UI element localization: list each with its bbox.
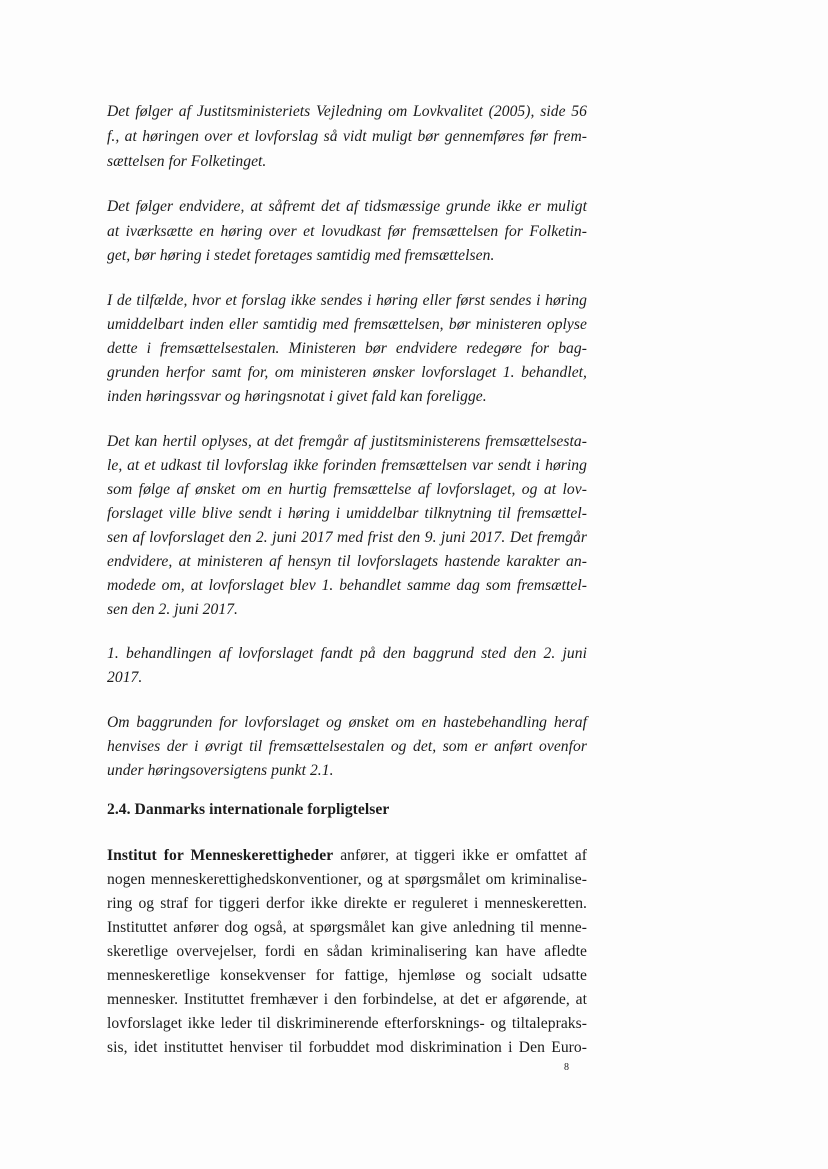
paragraph-2-line-3: get, bør høring i stedet foretages samtidig med fremsættelsen. [107, 247, 495, 264]
paragraph-6-line-3: under høringsoversigtens punkt 2.1. [107, 762, 334, 779]
paragraph-3-line-1: I de tilfælde, hvor et forslag ikke sendes i høring eller først sendes i høring [107, 292, 587, 309]
paragraph-4-line-3: som følge af ønsket om en hurtig fremsættelse af lovforslaget, og at lov- [107, 481, 587, 498]
paragraph-1-line-3: sættelsen for Folketinget. [107, 153, 267, 170]
body-line-4: Instituttet anfører dog også, at spørgsmålet kan give anledning til menne- [107, 919, 587, 936]
paragraph-4-line-6: endvidere, at ministeren af hensyn til lovforslagets hastende karakter an- [107, 553, 587, 570]
paragraph-6-line-1: Om baggrunden for lovforslaget og ønsket om en hastebehandling heraf [107, 714, 587, 731]
paragraph-3-line-3: dette i fremsættelsestalen. Ministeren bør endvidere redegøre for bag- [107, 340, 587, 357]
page-number: 8 [564, 1062, 569, 1073]
paragraph-2-line-2: at iværksætte en høring over et lovudkast før fremsættelsen for Folketin- [107, 223, 587, 240]
paragraph-1-line-1: Det følger af Justitsministeriets Vejledning om Lovkvalitet (2005), side 56 [107, 103, 587, 120]
body-line-5: skeretlige overvejelser, fordi en sådan kriminalisering kan have afledte [107, 943, 587, 960]
paragraph-4-line-7: modede om, at lovforslaget blev 1. behandlet samme dag som fremsættel- [107, 577, 587, 594]
body-line-9: sis, idet instituttet henviser til forbuddet mod diskrimination i Den Euro- [107, 1039, 587, 1056]
paragraph-5-line-1: 1. behandlingen af lovforslaget fandt på den baggrund sted den 2. juni [107, 645, 587, 662]
body-line-1 [107, 845, 587, 867]
paragraph-4-line-1: Det kan hertil oplyses, at det fremgår af justitsministerens fremsættelsesta- [107, 433, 587, 450]
paragraph-1-line-2: f., at høringen over et lovforslag så vidt muligt bør gennemføres før frem- [107, 128, 587, 145]
paragraph-2-line-1: Det følger endvidere, at såfremt det af tidsmæssige grunde ikke er muligt [107, 198, 587, 215]
body-line-6: menneskeretlige konsekvenser for fattige, hjemløse og socialt udsatte [107, 967, 587, 984]
body-line-3: ring og straf for tiggeri derfor ikke direkte er reguleret i menneskeretten. [107, 895, 587, 912]
body-line-7: mennesker. Instituttet fremhæver i den forbindelse, at det er afgørende, at [107, 991, 587, 1008]
paragraph-3-line-4: grunden herfor samt for, om ministeren ønsker lovforslaget 1. behandlet, [107, 364, 587, 381]
paragraph-6-line-2: henvises der i øvrigt til fremsættelsestalen og det, som er anført ovenfor [107, 738, 587, 755]
paragraph-4-line-5: sen af lovforslaget den 2. juni 2017 med frist den 9. juni 2017. Det fremgår [107, 529, 587, 546]
body-line-2: nogen menneskerettighedskonventioner, og at spørgsmålet om kriminalise- [107, 871, 587, 888]
section-heading: 2.4. Danmarks internationale forpligtelser [107, 801, 390, 818]
paragraph-3-line-2: umiddelbart inden eller samtidig med fremsættelsen, bør ministeren oplyse [107, 316, 587, 333]
body-line-1-rest: anfører, at tiggeri ikke er omfattet af [333, 847, 587, 864]
paragraph-3-line-5: inden høringssvar og høringsnotat i givet fald kan foreligge. [107, 388, 487, 405]
paragraph-5-line-2: 2017. [107, 669, 143, 686]
paragraph-4-line-8: sen den 2. juni 2017. [107, 601, 238, 618]
paragraph-4-line-2: le, at et udkast til lovforslag ikke forinden fremsættelsen var sendt i høring [107, 457, 587, 474]
paragraph-4-line-4: forslaget ville blive sendt i høring i umiddelbar tilknytning til fremsættel- [107, 505, 587, 522]
body-line-8: lovforslaget ikke leder til diskriminerende efterforsknings- og tiltalepraks- [107, 1015, 587, 1032]
institution-name: Institut for Menneskerettigheder [107, 847, 334, 864]
